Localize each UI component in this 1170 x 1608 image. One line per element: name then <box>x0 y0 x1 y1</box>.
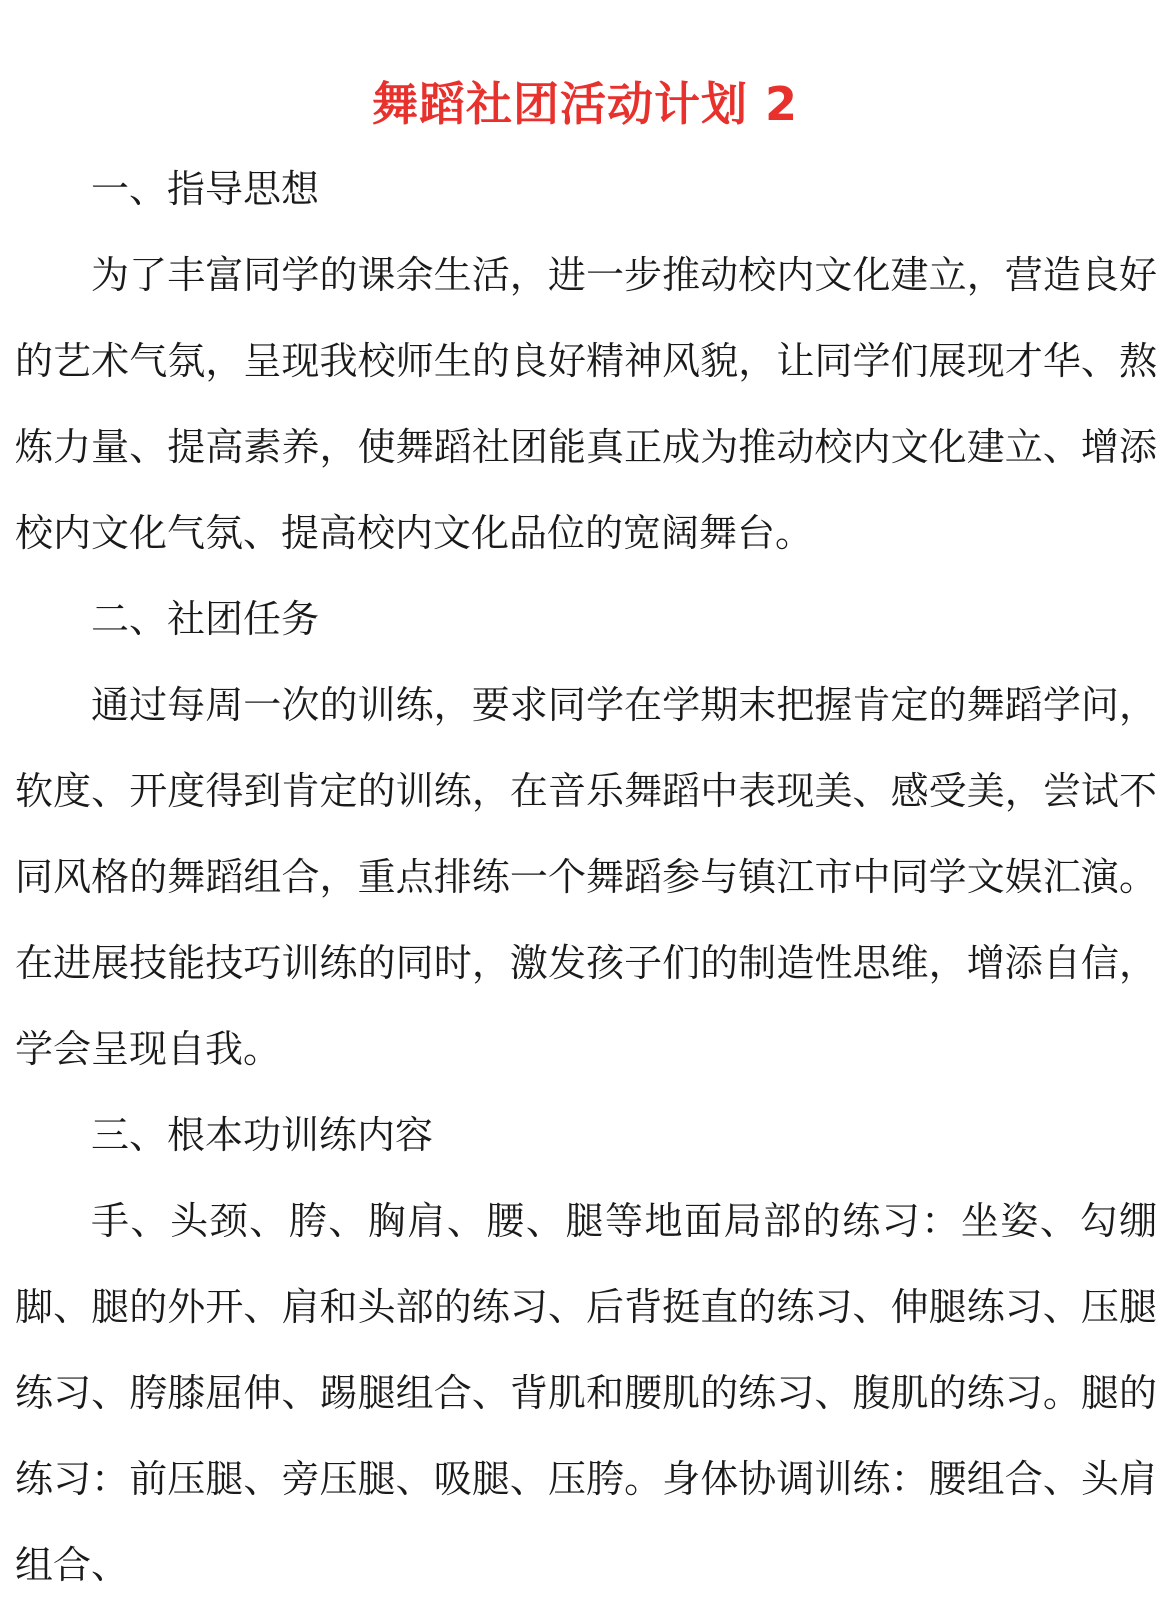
section-club-tasks <box>15 576 1157 1092</box>
section-heading: 二、社团任务 <box>91 597 320 641</box>
section-paragraph: 通过每周一次的训练，要求同学在学期末把握肯定的舞蹈学问，软度、开度得到肯定的训练，在音乐舞蹈中表现美、感受美，尝试不同风格的舞蹈组合，重点排练一个舞蹈参与镇江市中同学文娱汇演。在进展技能技巧训练的同时，激发孩子们的制造性思维，增添自信，学会呈现自我。 <box>15 683 1157 1071</box>
section-paragraph: 为了丰富同学的课余生活，进一步推动校内文化建立，营造良好的艺术气氛，呈现我校师生的良好精神风貌，让同学们展现才华、熬炼力量、提高素养，使舞蹈社团能真正成为推动校内文化建立、增添校内文化气氛、提高校内文化品位的宽阔舞台。 <box>15 253 1157 555</box>
section-guiding-ideology <box>15 146 1157 576</box>
section-heading: 一、指导思想 <box>91 167 320 211</box>
section-heading: 三、根本功训练内容 <box>91 1113 434 1157</box>
document-body <box>15 146 1157 1608</box>
document-title: 舞蹈社团活动计划 2 <box>371 77 799 131</box>
section-basic-training <box>15 1092 1157 1608</box>
section-paragraph: 手、头颈、胯、胸肩、腰、腿等地面局部的练习：坐姿、勾绷脚、腿的外开、肩和头部的练习、后背挺直的练习、伸腿练习、压腿练习、胯膝屈伸、踢腿组合、背肌和腰肌的练习、腹肌的练习。腿的练习：前压腿、旁压腿、吸腿、压胯。身体协调训练：腰组合、头肩组合、 <box>15 1199 1157 1587</box>
